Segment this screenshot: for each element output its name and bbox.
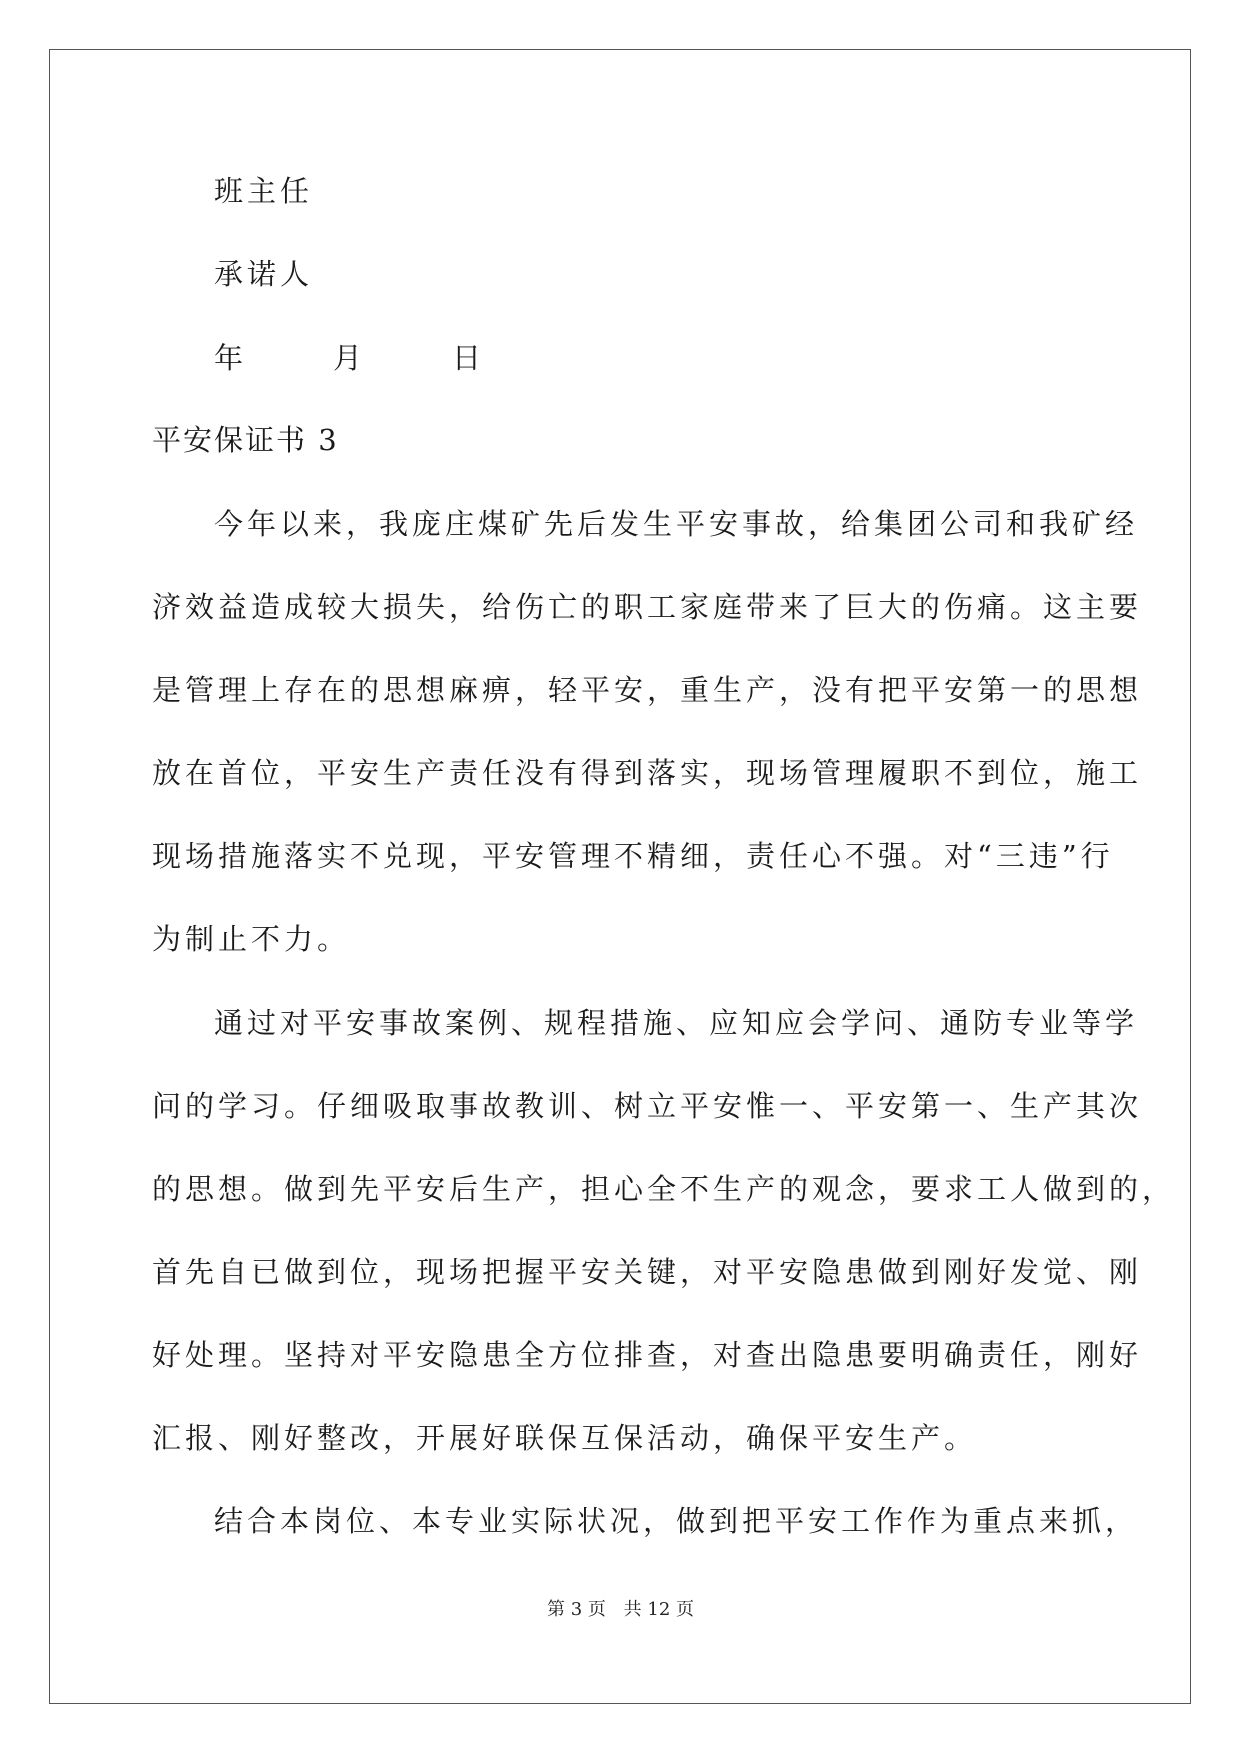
paragraph-1-line-2: 济效益造成较大损失，给伤亡的职工家庭带来了巨大的伤痛。这主要	[152, 590, 1143, 624]
paragraph-1-line-1: 今年以来，我庞庄煤矿先后发生平安事故，给集团公司和我矿经	[214, 507, 1139, 541]
page-total: 共 12 页	[623, 1599, 694, 1620]
paragraph-3-line-1: 结合本岗位、本专业实际状况，做到把平安工作作为重点来抓，	[214, 1504, 1139, 1538]
head-teacher-label: 班主任	[214, 174, 314, 208]
paragraph-2-line-6: 汇报、刚好整改，开展好联保互保活动，确保平安生产。	[152, 1421, 978, 1455]
paragraph-2-line-2: 问的学习。仔细吸取事故教训、树立平安惟一、平安第一、生产其次	[152, 1089, 1143, 1123]
paragraph-2-line-5: 好处理。坚持对平安隐患全方位排查，对查出隐患要明确责任，刚好	[152, 1338, 1143, 1372]
paragraph-1-line-5: 现场措施落实不兑现，平安管理不精细，责任心不强。对“三违”行	[152, 839, 1114, 873]
page-footer	[0, 1598, 1241, 1622]
month-label: 月	[333, 341, 363, 375]
paragraph-1-line-6: 为制止不力。	[152, 922, 351, 956]
promisor-label: 承诺人	[214, 257, 314, 291]
page-number: 第 3 页	[547, 1599, 606, 1620]
date-row	[214, 338, 814, 378]
paragraph-2-line-4: 首先自已做到位，现场把握平安关键，对平安隐患做到刚好发觉、刚	[152, 1255, 1143, 1289]
year-label: 年	[214, 341, 244, 375]
paragraph-2-line-3: 的思想。做到先平安后生产，担心全不生产的观念，要求工人做到的，	[152, 1172, 1176, 1206]
paragraph-2-line-1: 通过对平安事故案例、规程措施、应知应会学问、通防专业等学	[214, 1006, 1139, 1040]
paragraph-1-line-4: 放在首位，平安生产责任没有得到落实，现场管理履职不到位，施工	[152, 756, 1143, 790]
paragraph-1-line-3: 是管理上存在的思想麻痹，轻平安，重生产，没有把平安第一的思想	[152, 673, 1143, 707]
section-title: 平安保证书 3	[152, 423, 339, 457]
day-label: 日	[452, 341, 482, 375]
